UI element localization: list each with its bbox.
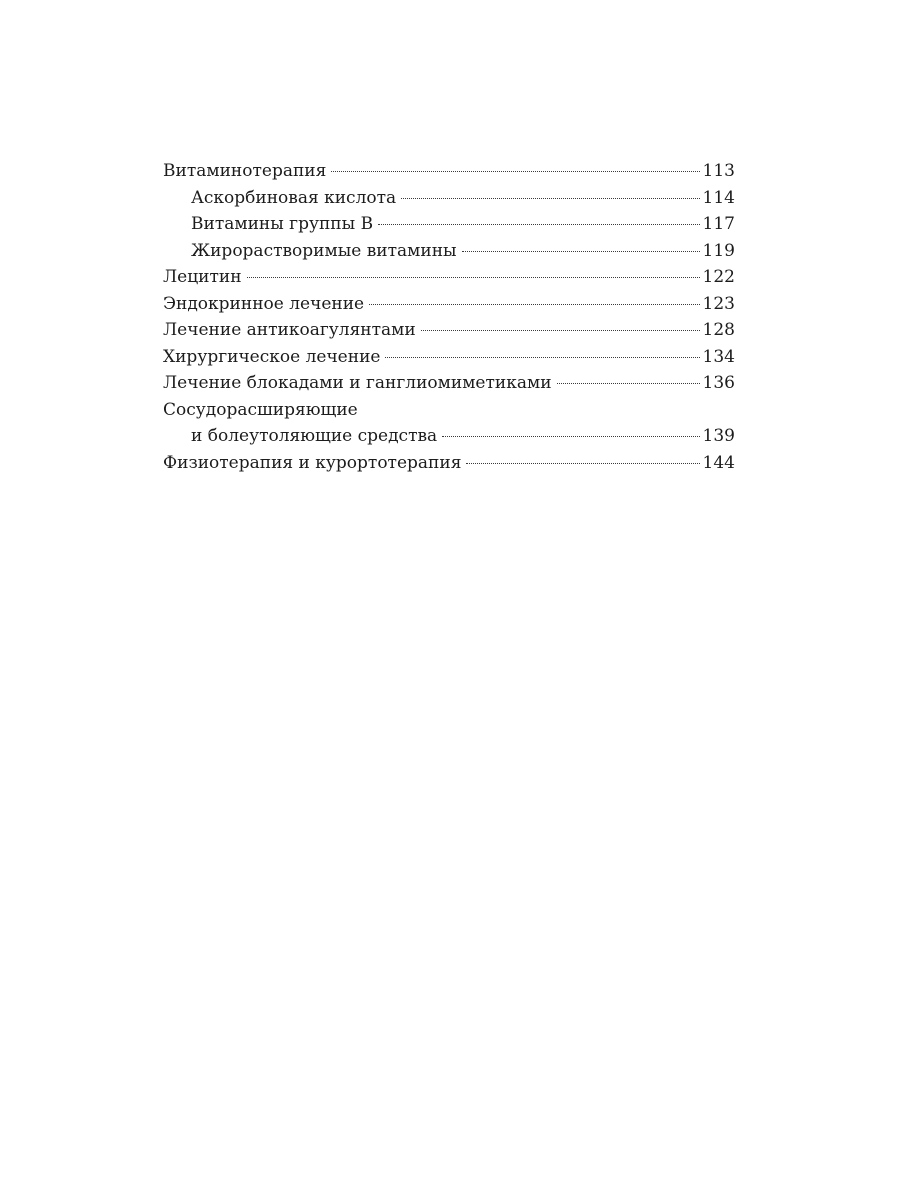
toc-entry-first-line[interactable] <box>163 397 735 424</box>
toc-entry-title: Эндокринное лечение <box>163 293 365 314</box>
dot-leader <box>378 224 699 225</box>
toc-entry[interactable] <box>163 211 735 238</box>
dot-leader <box>557 383 700 384</box>
toc-entry-title: Витамины группы В <box>191 214 374 234</box>
toc-entry-title: и болеутоляющие средства <box>191 426 438 446</box>
toc-entry-page: 139 <box>702 426 735 446</box>
toc-entry[interactable] <box>163 344 735 371</box>
dot-leader <box>247 277 700 278</box>
toc-entry-page: 123 <box>702 293 735 314</box>
toc-entry-title: Лечение антикоагулянтами <box>163 320 416 340</box>
toc-entry-page: 117 <box>702 214 735 234</box>
dot-leader <box>421 330 700 331</box>
toc-entry-title: Лецитин <box>163 267 242 287</box>
dot-leader <box>442 436 699 437</box>
toc-entry-title: Физиотерапия и курортотерапия <box>163 452 462 473</box>
dot-leader <box>385 357 699 358</box>
toc-entry-continuation[interactable] <box>163 423 735 450</box>
toc-entry[interactable] <box>163 158 735 185</box>
toc-entry[interactable] <box>163 291 735 318</box>
toc-entry-page: 128 <box>702 320 735 340</box>
toc-entry-title: Сосудорасширяющие <box>163 399 358 420</box>
dot-leader <box>331 171 699 172</box>
toc-entry-page: 113 <box>702 161 735 181</box>
toc-entry-title: Жирорастворимые витамины <box>191 240 457 261</box>
toc-entry[interactable] <box>163 264 735 291</box>
dot-leader <box>401 198 699 199</box>
toc-entry[interactable] <box>163 317 735 344</box>
dot-leader <box>369 304 699 305</box>
toc-entry-page: 119 <box>702 240 735 261</box>
toc-entry-title: Хирургическое лечение <box>163 346 381 367</box>
toc-entry[interactable] <box>163 238 735 265</box>
toc-entry-page: 136 <box>702 373 735 393</box>
toc-entry[interactable] <box>163 185 735 212</box>
dot-leader <box>462 251 700 252</box>
toc-entry-title: Аскорбиновая кислота <box>191 187 397 208</box>
toc-entry-title: Витаминотерапия <box>163 161 327 181</box>
table-of-contents <box>163 158 735 476</box>
toc-entry-page: 134 <box>702 346 735 367</box>
toc-entry[interactable] <box>163 450 735 477</box>
dot-leader <box>466 463 699 464</box>
toc-entry-page: 144 <box>702 452 735 473</box>
toc-entry-page: 122 <box>702 267 735 287</box>
toc-entry-title: Лечение блокадами и ганглиомиметиками <box>163 373 552 393</box>
toc-entry-page: 114 <box>702 187 735 208</box>
toc-entry[interactable] <box>163 370 735 397</box>
